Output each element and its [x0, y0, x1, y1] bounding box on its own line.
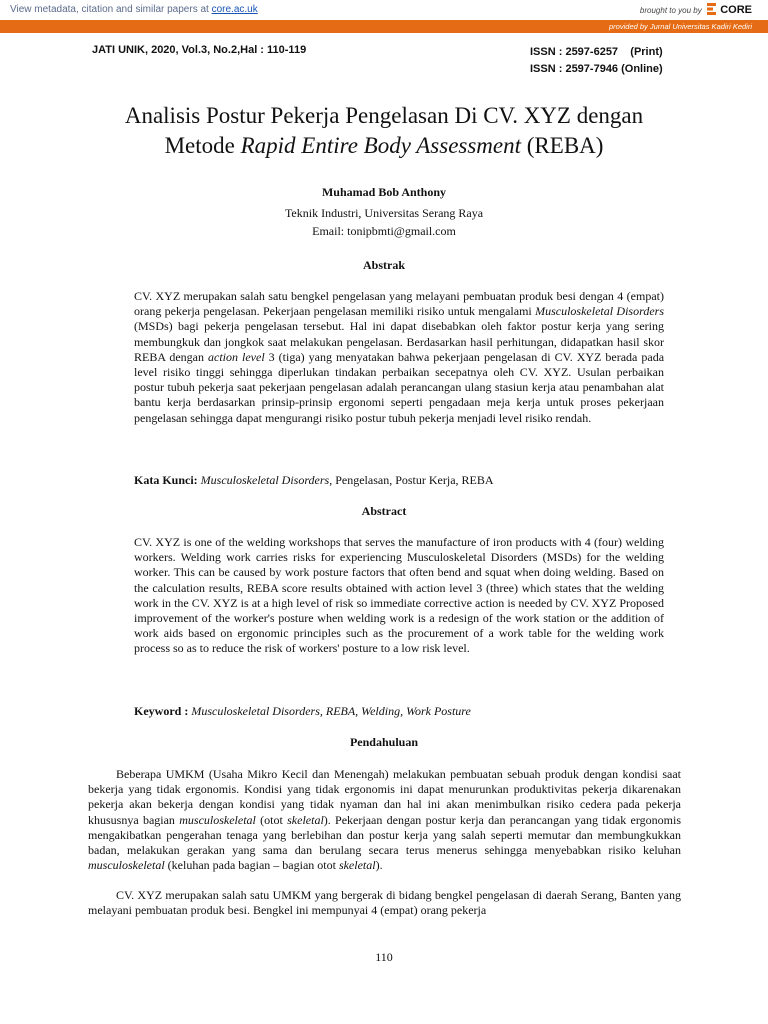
- p1-part-c: ). Pekerjaan dengan postur kerja dan perancangan yang tidak ergonomis mengakibatkan pengerahan tenaga yang berlebihan dan postur kerja yang salah seperti memutar dan membungkukkan badan, melakukan gerakan yang sama dan berulang secara terus menerus sehingga menyebabkan risiko keluhan: [88, 812, 682, 858]
- abstrak-italic-2: action level: [208, 349, 265, 364]
- core-provided-bar: [0, 21, 768, 33]
- core-metadata-text: [10, 4, 258, 15]
- core-logo-icon: [707, 3, 716, 15]
- keyword: [134, 704, 694, 719]
- issn-block: [530, 44, 663, 78]
- journal-citation: JATI UNIK, 2020, Vol.3, No.2,Hal : 110-119: [92, 44, 307, 56]
- title-suffix: (REBA): [521, 133, 604, 158]
- core-provided-text[interactable]: provided by Jurnal Universitas Kadiri Kediri: [609, 22, 752, 31]
- kata-kunci: [134, 473, 694, 488]
- pendahuluan-paragraph-2: CV. XYZ merupakan salah satu UMKM yang bergerak di bidang bengkel pengelasan di daerah Serang, Banten yang melayani pembuatan produk besi. Bengkel ini mempunyai 4 (empat) orang pekerja: [88, 888, 681, 918]
- title-prefix: Metode: [164, 133, 241, 158]
- author-affiliation-block: [0, 204, 768, 240]
- core-metadata-label: View metadata, citation and similar papers at: [10, 4, 209, 15]
- p1-italic-3: musculoskeletal: [88, 858, 165, 873]
- abstract-text: CV. XYZ is one of the welding workshops that serves the manufacture of iron products with 4 (four) welding workers. Welding work carries risks for experiencing Musculoskeletal Disorders (MSDs) for the welding worker. This can be caused by work posture factors that often bend and squat when doing welding. Based on the calculation results, REBA score results obtained with action level 3 (three) which states that the welding work in the CV. XYZ is at a high level of risk so immediate corrective action is needed by CV. XYZ Proposed improvement of the worker's posture when welding work is a redesign of the work station or the addition of work aids based on ergonomic principles such as the procurement of a work table for the welding work process so as to reduce the risk of workers' posture to a low risk level.: [134, 535, 664, 656]
- core-brought-label: brought to you by: [639, 6, 702, 15]
- abstrak-part-2: (MSDs) bagi pekerja pengelasan tersebut. Hal ini dapat disebabkan oleh faktor postur kerja yang sering membungkuk dan jongkok saat melakukan pengelasan. Berdasarkan hasil perhitungan, didapatkan hasil skor REBA dengan: [134, 319, 664, 364]
- page-number: 110: [375, 950, 393, 964]
- author-email: Email: tonipbmti@gmail.com: [312, 224, 456, 238]
- core-logo-text: CORE: [720, 4, 752, 16]
- keyword-italic: Musculoskeletal Disorders, REBA, Welding, Work Posture: [188, 704, 471, 718]
- p1-part-b: (otot: [255, 812, 288, 827]
- kata-kunci-rest: , Pengelasan, Postur Kerja, REBA: [329, 473, 494, 487]
- paper-title: [60, 101, 708, 161]
- pendahuluan-paragraph-1: [88, 767, 681, 873]
- core-brought-by[interactable]: [640, 3, 752, 16]
- core-banner: [0, 0, 768, 21]
- pendahuluan-heading: Pendahuluan: [349, 735, 419, 749]
- abstrak-italic-1: Musculoskeletal Disorders: [535, 304, 664, 319]
- p1-part-d: (keluhan pada bagian – bagian otot: [164, 858, 339, 873]
- p1-italic-2: skeletal: [287, 812, 324, 827]
- abstrak-text: [134, 289, 664, 426]
- author-affiliation: Teknik Industri, Universitas Serang Raya: [284, 206, 484, 220]
- title-line-2: [60, 131, 708, 161]
- p1-italic-1: musculoskeletal: [179, 812, 256, 827]
- abstrak-part-3: 3 (tiga) yang menyatakan bahwa pekerjaan pengelasan di CV. XYZ berada pada level risiko tinggi sehingga diperlukan tindakan perbaikan secepatnya oleh CV. XYZ. Usulan perbaikan postur tubuh pekerja saat pekerjaan pengelasan adalah perancangan ulang stasiun kerja atau penambahan alat bantu kerja berdasarkan prinsip-prinsip ergonomi seperti pengadaan meja kerja untuk proses pekerjaan pengelasan sehingga dapat mengurangi risiko postur tubuh pekerja menjadi level risiko rendah.: [134, 349, 665, 425]
- author-name: Muhamad Bob Anthony: [321, 185, 447, 199]
- title-italic: Rapid Entire Body Assessment: [240, 133, 522, 158]
- kata-kunci-label: Kata Kunci:: [134, 473, 198, 487]
- abstrak-part-1: CV. XYZ merupakan salah satu bengkel pengelasan yang melayani pembuatan produk besi dengan 4 (empat) orang pekerja pengelasan. Pekerjaan pengelasan memiliki risiko untuk mengalami: [134, 289, 664, 319]
- core-link[interactable]: core.ac.uk: [211, 4, 258, 15]
- p1-part-e: ).: [375, 858, 383, 873]
- abstrak-heading: Abstrak: [362, 258, 405, 272]
- abstract-heading: Abstract: [361, 504, 407, 518]
- p1-part-a: Beberapa UMKM (Usaha Mikro Kecil dan Menengah) melakukan pembuatan sebuah produk dengan kondisi saat bekerja yang tidak ergonomis. Kondisi yang tidak ergonomis ini dapat menurunkan produktivitas pekerja dikarenakan pekerja akan bekerja dengan kondisi yang tidak nyaman dan hal ini akan menimbulkan risiko cedera pada pekerja khususnya bagian: [88, 767, 681, 827]
- issn-print: ISSN : 2597-6257 (Print): [530, 46, 663, 58]
- kata-kunci-italic: Musculoskeletal Disorders: [197, 473, 330, 487]
- issn-online: ISSN : 2597-7946 (Online): [530, 63, 663, 75]
- title-line-1: Analisis Postur Pekerja Pengelasan Di CV. XYZ dengan: [124, 103, 644, 128]
- keyword-label: Keyword :: [134, 704, 189, 718]
- p1-italic-4: skeletal: [338, 858, 376, 873]
